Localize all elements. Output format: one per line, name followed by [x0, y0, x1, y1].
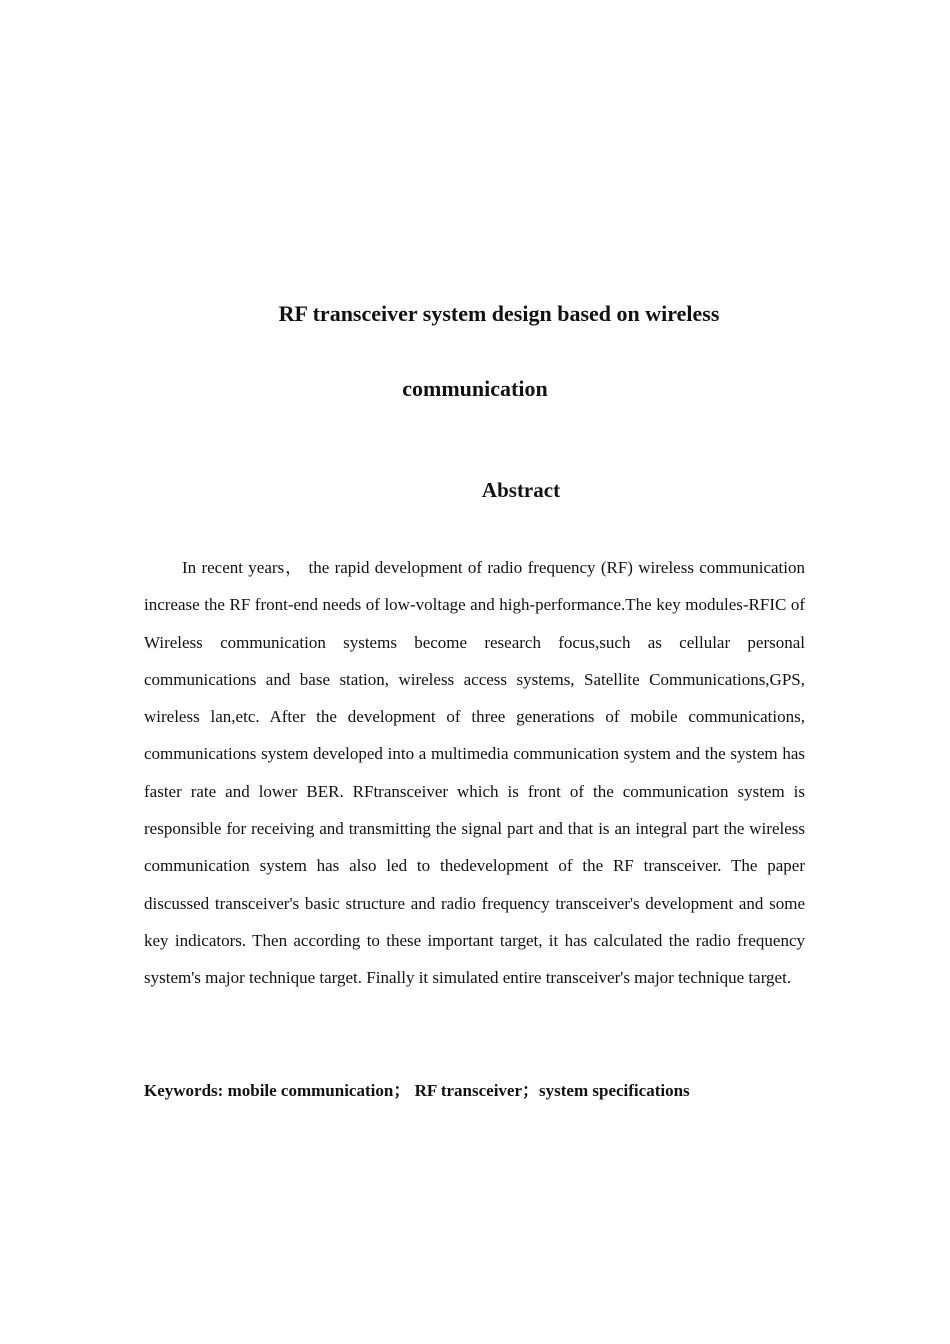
title-line-1: RF transceiver system design based on wireless — [278, 301, 720, 326]
keywords-line: Keywords: mobile communication； RF transceiver；system specifications — [144, 1081, 690, 1100]
title-line-2: communication — [402, 376, 548, 401]
abstract-heading: Abstract — [481, 478, 561, 502]
abstract-paragraph: In recent years， the rapid development of radio frequency (RF) wireless communication increase the RF front-end needs of low-voltage and high-performance.The key modules-RFIC of Wireless communication systems become research focus,such as cellular personal communications and base station, wireless access systems, Satellite Communications,GPS, wireless lan,etc. After the development of three generations of mobile communications, communications system developed into a multimedia communication system and the system has faster rate and lower BER. RFtransceiver which is front of the communication system is responsible for receiving and transmitting the signal part and that is an integral part the wireless communication system has also led to thedevelopment of the RF transceiver. The paper discussed transceiver's basic structure and radio frequency transceiver's development and some key indicators. Then according to these important target, it has calculated the radio frequency system's major technique target. Finally it simulated entire transceiver's major technique target. — [144, 558, 805, 988]
